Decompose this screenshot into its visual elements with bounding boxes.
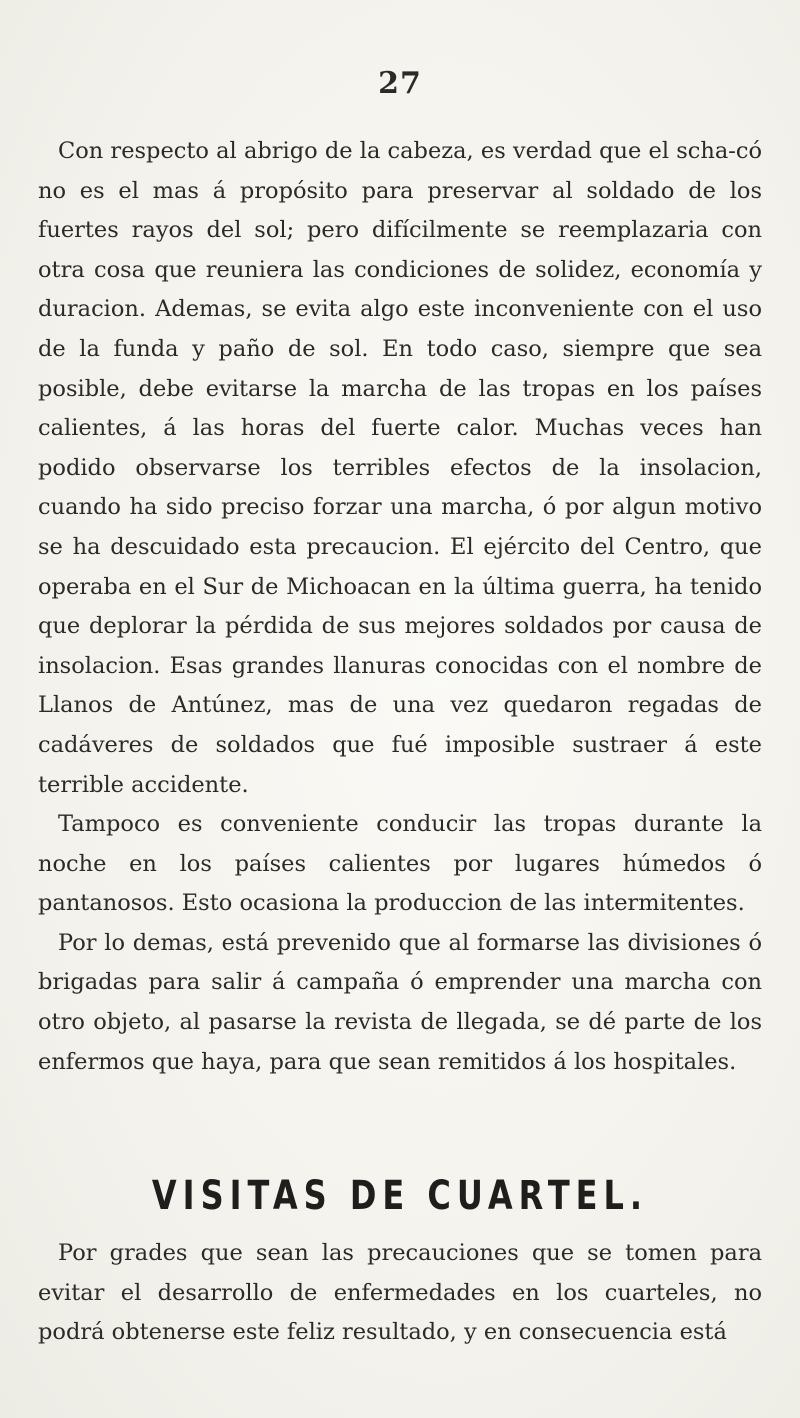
section-title: VISITAS DE CUARTEL. — [151, 1171, 649, 1219]
body-text — [38, 132, 762, 1082]
section-text — [38, 1234, 762, 1353]
paragraph-night-marches: Tampoco es conveniente conducir las tropas durante la noche en los países calientes por lugares húmedos ó pantanosos. Esto ocasiona la produccion de las intermitentes. — [38, 811, 762, 917]
paragraph-sick-report: Por lo demas, está prevenido que al formarse las divisiones ó brigadas para salir á campaña ó emprender una marcha con otro objeto, al pasarse la revista de llegada, se dé parte de los enfermos que haya, para que sean remitidos á los hospitales. — [38, 929, 762, 1075]
page-number: 27 — [378, 66, 422, 101]
paragraph-headgear: Con respecto al abrigo de la cabeza, es verdad que el scha-có no es el mas á propósito para preservar al soldado de los fuertes rayos del sol; pero difícilmente se reemplazaria con otra cosa que reuniera las condiciones de solidez, economía y duracion. Ademas, se evita algo este inconveniente con el uso de la funda y paño de sol. En todo caso, siempre que sea posible, debe evitarse la marcha de las tropas en los países calientes, á las horas del fuerte calor. Muchas veces han podido observarse los terribles efectos de la insolacion, cuando ha sido preciso forzar una marcha, ó por algun motivo se ha descuidado esta precaucion. El ejército del Centro, que operaba en el Sur de Michoacan en la última guerra, ha tenido que deplorar la pérdida de sus mejores soldados por causa de insolacion. Esas grandes llanuras conocidas con el nombre de Llanos de Antúnez, mas de una vez quedaron regadas de cadáveres de soldados que fué imposible sustraer á este terrible accidente. — [38, 138, 762, 798]
paragraph-barracks: Por grades que sean las precauciones que se tomen para evitar el desarrollo de enfermedades en los cuarteles, no podrá obtenerse este feliz resultado, y en consecuencia está — [38, 1240, 762, 1346]
